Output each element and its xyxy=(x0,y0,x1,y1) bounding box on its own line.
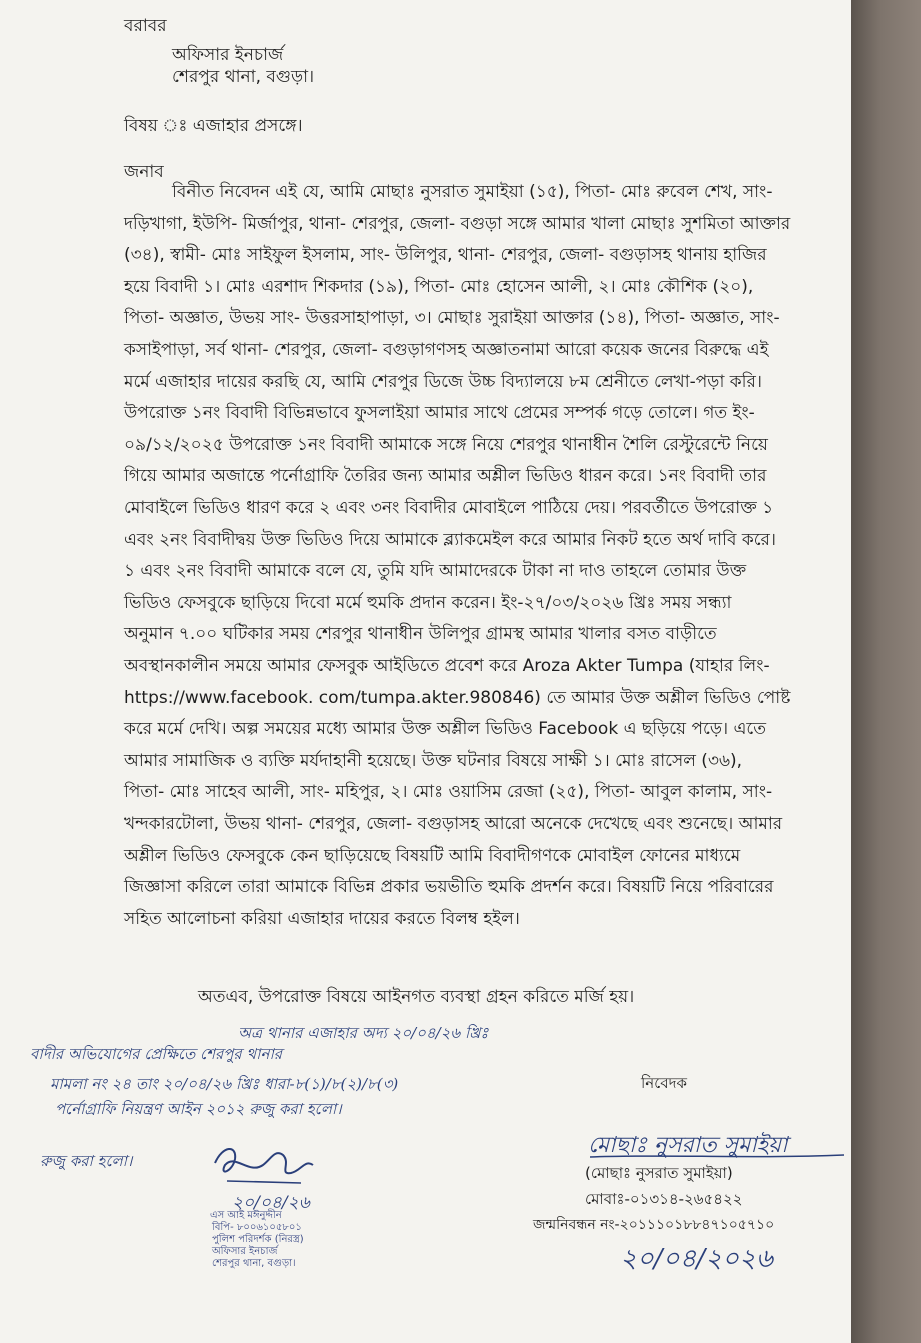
body-line: অশ্লীল ভিডিও ফেসবুকে কেন ছাড়িয়েছে বিষয়টি আমি বিবাদীগণকে মোবাইল ফোনের মাধ্যমে xyxy=(124,846,741,866)
body-line: পিতা- অজ্ঞাত, উভয় সাং- উত্তরসাহাপাড়া, ৩। মোছাঃ সুরাইয়া আক্তার (১৪), পিতা- অজ্ঞাত, সাং- xyxy=(124,308,780,328)
birth-registration: জন্মনিবন্ধন নং-২০১১১০১৮৮৪৭১০৫৭১০ xyxy=(533,1217,775,1233)
body-line: পিতা- মোঃ সাহেব আলী, সাং- মহিপুর, ২। মোঃ ওয়াসিম রেজা (২৫), পিতা- আবুল কালাম, সাং- xyxy=(124,782,773,802)
body-line: ভিডিও ফেসবুকে ছাড়িয়ে দিবো মর্মে হুমকি প্রদান করেন। ইং-২৭/০৩/২০২৬ খ্রিঃ সময় সন্ধ্যা xyxy=(124,593,732,613)
endorsement-line: অত্র থানার এজাহার অদ্য ২০/০৪/২৬ খ্রিঃ xyxy=(238,1024,489,1042)
applicant-mobile: মোবাঃ-০১৩১৪-২৬৫৪২২ xyxy=(585,1190,743,1208)
body-line: আমার সামাজিক ও ব্যক্তি মর্যদাহানী হয়েছে। উক্ত ঘটনার বিষয়ে সাক্ষী ১। মোঃ রাসেল (৩৬), xyxy=(124,751,743,771)
stamp-line: শেরপুর থানা, বগুড়া। xyxy=(212,1258,296,1269)
body-line: দড়িখাগা, ইউপি- মির্জাপুর, থানা- শেরপুর, জেলা- বগুড়া সঙ্গে আমার খালা মোছাঃ সুশমিতা আক্তার xyxy=(124,214,791,234)
stamp-line: অফিসার ইনচার্জ xyxy=(212,1246,278,1257)
applicant-signature: মোছাঃ নুসরাত সুমাইয়া xyxy=(588,1133,788,1158)
body-line: উপরোক্ত ১নং বিবাদী বিভিন্নভাবে ফুসলাইয়া আমার সাথে প্রেমের সম্পর্ক গড়ে তোলে। গত ইং- xyxy=(124,403,755,423)
body-line: ০৯/১২/২০২৫ উপরোক্ত ১নং বিবাদী আমাকে সঙ্গে নিয়ে শেরপুর থানাধীন শৈলি রেস্টুরেন্টে নিয়ে xyxy=(124,435,768,455)
stamp-line: পুলিশ পরিদর্শক (নিরস্ত্র) xyxy=(212,1234,304,1245)
applicant-name: (মোছাঃ নুসরাত সুমাইয়া) xyxy=(585,1164,733,1182)
salutation: জনাব xyxy=(124,162,164,182)
subject-line: বিষয় ঃ এজাহার প্রসঙ্গে। xyxy=(124,116,303,136)
body-line: হয়ে বিবাদী ১। মোঃ এরশাদ শিকদার (১৯), পিতা- মোঃ হোসেন আলী, ২। মোঃ কৌশিক (২০), xyxy=(124,277,754,297)
signature-underline xyxy=(588,1152,848,1162)
endorsement-line: পর্নোগ্রাফি নিয়ন্ত্রণ আইন ২০১২ রুজু করা হলো। xyxy=(55,1100,342,1118)
stamp-line: বিপি- ৮০০৬১০৫৮০১ xyxy=(212,1222,302,1233)
body-line: জিজ্ঞাসা করিলে তারা আমাকে বিভিন্ন প্রকার ভয়ভীতি হুমকি প্রদর্শন করে। বিষয়টি নিয়ে পরিবারের xyxy=(124,877,774,897)
body-line: সহিত আলোচনা করিয়া এজাহার দায়ের করতে বিলম্ব হইল। xyxy=(124,909,520,929)
closing-line: অতএব, উপরোক্ত বিষয়ে আইনগত ব্যবস্থা গ্রহন করিতে মর্জি হয়। xyxy=(198,987,635,1007)
body-line: অবস্থানকালীন সময়ে আমার ফেসবুক আইডিতে প্রবেশ করে Aroza Akter Tumpa (যাহার লিং- xyxy=(124,656,770,676)
body-line: করে মর্মে দেখি। অল্প সময়ের মধ্যে আমার উক্ত অশ্লীল ভিডিও Facebook এ ছড়িয়ে পড়ে। এতে xyxy=(124,719,766,739)
body-line: খন্দকারটোলা, উভয় থানা- শেরপুর, জেলা- বগুড়াসহ আরো অনেকে দেখেছে এবং শুনেছে। আমার xyxy=(124,814,783,834)
applicant-label: নিবেদক xyxy=(641,1074,687,1092)
body-line: ১ এবং ২নং বিবাদী আমাকে বলে যে, তুমি যদি আমাদেরকে টাকা না দাও তাহলে তোমার উক্ত xyxy=(124,561,747,581)
body-line: কসাইপাড়া, সর্ব থানা- শেরপুর, জেলা- বগুড়াগণসহ অজ্ঞাতনামা আরো কয়েক জনের বিরুদ্ধে এই xyxy=(124,340,769,360)
endorsement-line: বাদীর অভিযোগের প্রেক্ষিতে শেরপুর থানার xyxy=(30,1045,283,1063)
body-line: বিনীত নিবেদন এই যে, আমি মোছাঃ নুসরাত সুমাইয়া (১৫), পিতা- মোঃ রুবেল শেখ, সাং- xyxy=(172,182,773,202)
handwritten-date: ২০/০৪/২০২৬ xyxy=(620,1244,773,1274)
stamp-line: এস আই মঈনুদ্দীন xyxy=(210,1210,282,1221)
to-station: শেরপুর থানা, বগুড়া। xyxy=(172,67,315,87)
to-officer: অফিসার ইনচার্জ xyxy=(172,45,284,65)
body-line: (৩৪), স্বামী- মোঃ সাইফুল ইসলাম, সাং- উলিপুর, থানা- শেরপুর, জেলা- বগুড়াসহ থানায় হাজির xyxy=(124,245,767,265)
background-surface xyxy=(851,0,921,1343)
body-line: অনুমান ৭.০০ ঘটিকার সময় শেরপুর থানাধীন উলিপুর গ্রামস্থ আমার খালার বসত বাড়ীতে xyxy=(124,624,717,644)
to-label: বরাবর xyxy=(124,16,167,36)
endorsement-line: রুজু করা হলো। xyxy=(40,1152,133,1170)
body-line: https://www.facebook. com/tumpa.akter.980846) তে আমার উক্ত অশ্লীল ভিডিও পোষ্ট xyxy=(124,688,791,708)
stamp-date: ২০/০৪/২৬ xyxy=(232,1193,310,1213)
body-line: এবং ২নং বিবাদীদ্বয় উক্ত ভিডিও দিয়ে আমাকে ব্ল্যাকমেইল করে আমার নিকট হতে অর্থ দাবি করে। xyxy=(124,530,776,550)
body-line: মোবাইলে ভিডিও ধারণ করে ২ এবং ৩নং বিবাদীর মোবাইলে পাঠিয়ে দেয়। পরবর্তীতে উপরোক্ত ১ xyxy=(124,498,774,518)
body-line: মর্মে এজাহার দায়ের করছি যে, আমি শেরপুর ডিজে উচ্চ বিদ্যালয়ে ৮ম শ্রেনীতে লেখা-পড়া করি। xyxy=(124,372,762,392)
officer-signature xyxy=(205,1135,325,1190)
endorsement-line: মামলা নং ২৪ তাং ২০/০৪/২৬ খ্রিঃ ধারা-৮(১)/৮(২)/৮(৩) xyxy=(50,1075,399,1093)
body-line: গিয়ে আমার অজান্তে পর্নোগ্রাফি তৈরির জন্য আমার অশ্লীল ভিডিও ধারন করে। ১নং বিবাদী তার xyxy=(124,466,767,486)
